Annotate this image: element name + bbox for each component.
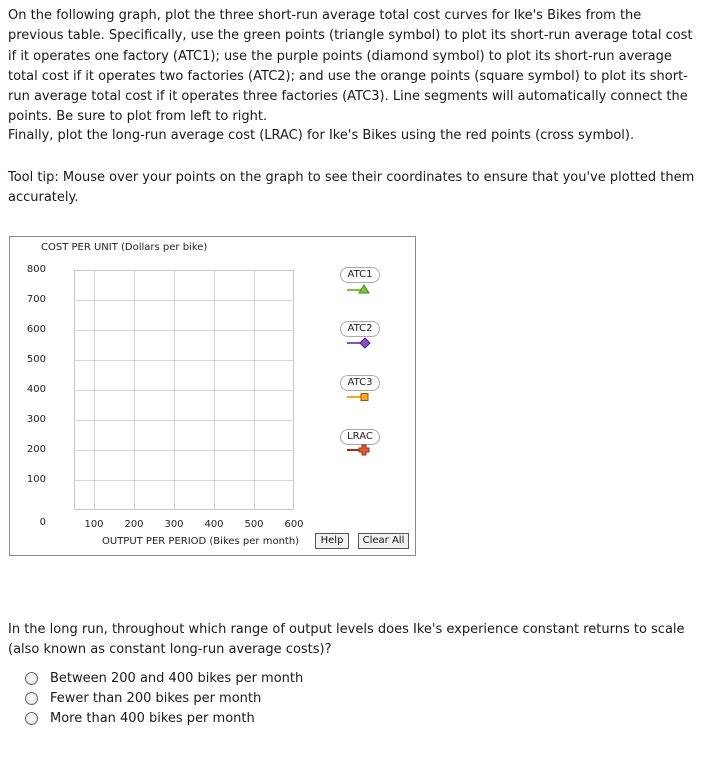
instruction-paragraph-2: Finally, plot the long-run average cost (LRAC) for Ike's Bikes using the red points (cross symbol). (8, 128, 635, 143)
question-text: In the long run, throughout which range of output levels does Ike's experience constant returns to scale (also known as constant long-run average costs)? (8, 622, 685, 658)
option-label: More than 400 bikes per month (50, 710, 255, 726)
option-more-than-400[interactable] (25, 709, 255, 727)
square-icon[interactable] (347, 391, 373, 403)
y-axis-title: COST PER UNIT (Dollars per bike) (41, 242, 208, 253)
option-label: Fewer than 200 bikes per month (50, 690, 262, 706)
y-tick-200: 200 (26, 444, 46, 455)
option-fewer-than-200[interactable] (25, 689, 261, 707)
legend-atc2-label[interactable]: ATC2 (340, 321, 380, 337)
graph-panel (9, 236, 416, 556)
y-tick-500: 500 (26, 354, 46, 365)
legend-atc3-label[interactable]: ATC3 (340, 375, 380, 391)
instruction-paragraph-1: On the following graph, plot the three short-run average total cost curves for Ike's Bikes from the previous table. Specifically, use the green points (triangle symbol) to plot its short-run average total cost if it operates one factory (ATC1); use the purple points (diamond symbol) to plot its short-run average total cost if it operates two factories (ATC2); and use the orange points (square symbol) to plot its short-run average total cost if it operates three factories (ATC3). Line segments will automatically connect the points. Be sure to plot from left to right. (8, 8, 693, 125)
diamond-icon[interactable] (347, 337, 373, 349)
y-tick-100: 100 (26, 474, 46, 485)
plot-area[interactable] (74, 270, 294, 510)
x-tick-500: 500 (244, 519, 264, 530)
radio-button[interactable] (25, 712, 38, 725)
option-between-200-400[interactable] (25, 669, 303, 687)
y-tick-700: 700 (26, 294, 46, 305)
y-tick-300: 300 (26, 414, 46, 425)
radio-button[interactable] (25, 692, 38, 705)
x-tick-400: 400 (204, 519, 224, 530)
legend-atc1-label[interactable]: ATC1 (340, 267, 380, 283)
y-tick-0: 0 (39, 517, 46, 528)
tooltip-paragraph: Tool tip: Mouse over your points on the graph to see their coordinates to ensure that you've plotted them accurately. (8, 170, 695, 206)
y-tick-400: 400 (26, 384, 46, 395)
x-tick-200: 200 (124, 519, 144, 530)
legend-lrac-label[interactable]: LRAC (340, 429, 380, 445)
plot-grid (74, 270, 294, 510)
cross-icon[interactable] (347, 444, 373, 456)
clear-all-button[interactable]: Clear All (358, 533, 409, 549)
x-axis-title: OUTPUT PER PERIOD (Bikes per month) (102, 536, 300, 547)
radio-button[interactable] (25, 672, 38, 685)
x-tick-100: 100 (84, 519, 104, 530)
y-tick-800: 800 (26, 264, 46, 275)
y-tick-600: 600 (26, 324, 46, 335)
option-label: Between 200 and 400 bikes per month (50, 670, 304, 686)
x-tick-600: 600 (284, 519, 304, 530)
help-button[interactable]: Help (315, 533, 349, 549)
triangle-icon[interactable] (347, 283, 373, 295)
x-tick-300: 300 (164, 519, 184, 530)
